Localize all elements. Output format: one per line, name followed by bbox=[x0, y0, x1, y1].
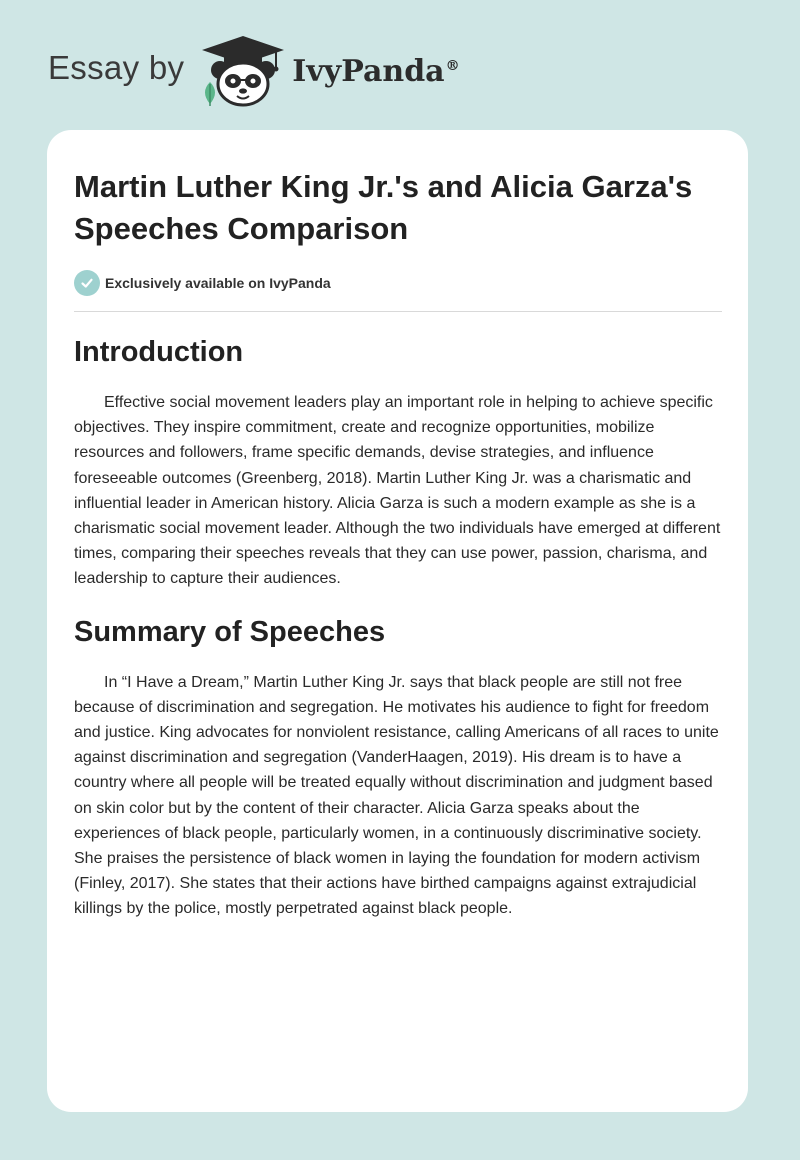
section-paragraph-summary: In “I Have a Dream,” Martin Luther King Jr. says that black people are still not free because of discrimination and segregation. He motivates his audience to fight for freedom and justice. King advocates for nonviolent resistance, calling Americans of all races to unite against discrimination and segregation (VanderHaagen, 2019). His dream is to have a country where all people will be treated equally without discrimination and judgment based on skin color but by the content of their character. Alicia Garza speaks about the experiences of black people, particularly women, in a continuously discriminative society. She praises the persistence of black women in laying the foundation for modern activism (Finley, 2017). She states that their actions have birthed campaigns against extrajudicial killings by the police, mostly perpetrated against black people. bbox=[74, 673, 719, 918]
brand-name-text: IvyPanda bbox=[292, 53, 445, 89]
panda-logo-icon[interactable] bbox=[198, 34, 288, 108]
registered-mark: ® bbox=[445, 57, 460, 74]
exclusive-badge bbox=[74, 270, 722, 296]
section-heading-introduction: Introduction bbox=[74, 336, 244, 368]
section-heading-summary: Summary of Speeches bbox=[74, 615, 386, 648]
divider bbox=[74, 311, 722, 312]
article-card bbox=[47, 130, 748, 1112]
page-title: Martin Luther King Jr.'s and Alicia Garza's Speeches Comparison bbox=[74, 169, 693, 246]
section-paragraph-introduction: Effective social movement leaders play an important role in helping to achieve specific objectives. They inspire commitment, create and recognize opportunities, mobilize resources and followers, frame specific demands, devise strategies, and influence foreseeable outcomes (Greenberg, 2018). Martin Luther King Jr. was a charismatic and influential leader in American history. Alicia Garza is such a modern example as she is a charismatic social movement leader. Although the two individuals have emerged at different times, comparing their speeches reveals that they can use power, passion, charisma, and leadership to capture their audiences. bbox=[74, 394, 721, 588]
brand-prefix: Essay by bbox=[48, 49, 185, 86]
exclusive-badge-label: Exclusively available on IvyPanda bbox=[105, 275, 331, 291]
brand-header bbox=[48, 34, 460, 108]
brand-name[interactable] bbox=[292, 54, 459, 89]
check-icon bbox=[74, 270, 100, 296]
